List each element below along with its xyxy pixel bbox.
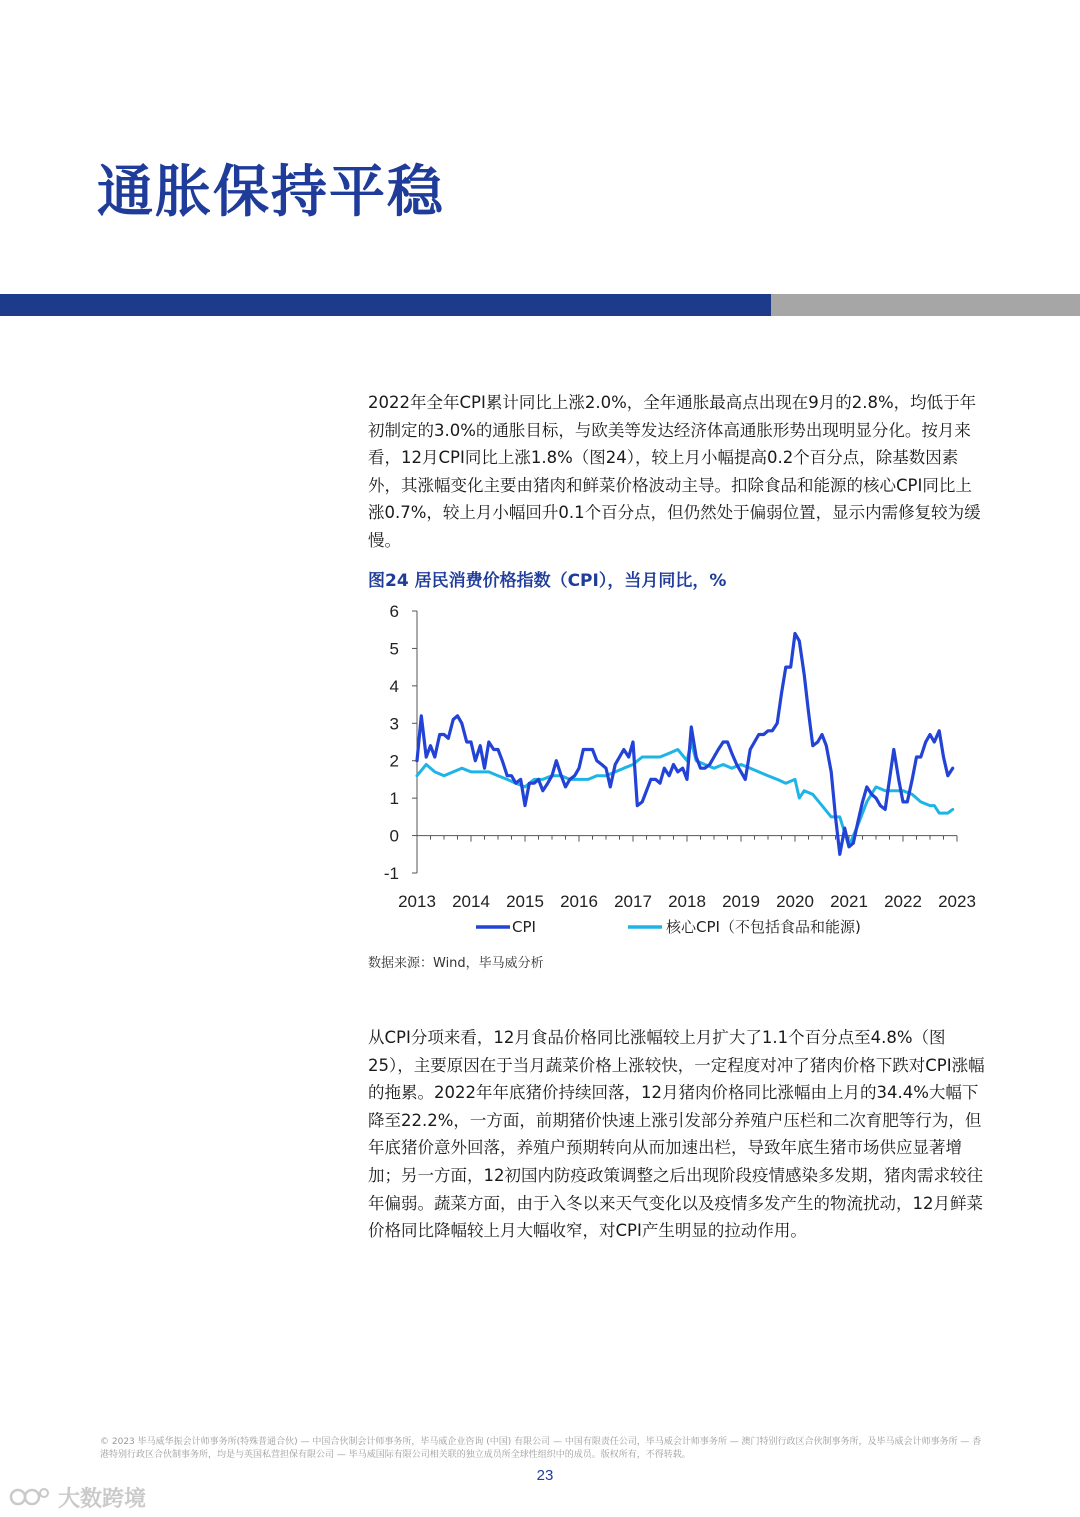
- footer-copyright: © 2023 毕马威华振会计师事务所(特殊普通合伙) — 中国合伙制会计师事务所，毕马威企业咨询 (中国) 有限公司 — 中国有限责任公司，毕马威会计师事务所 — 澳门特别行政区合伙制事务所，及毕马威会计师事务所 — 香港特别行政区合伙制事务所，均是与英国私营担保有限公司 — 毕马威国际有限公司相关联的独立成员所全球性组织中的成员。版权所有，不得转载。: [100, 1437, 982, 1460]
- cpi-line-chart: [360, 595, 1000, 945]
- x-tick-label: 2017: [614, 892, 652, 911]
- figure-title: 图24 居民消费价格指数（CPI），当月同比，%: [368, 571, 727, 591]
- x-tick-label: 2022: [884, 892, 922, 911]
- x-tick-label: 2019: [722, 892, 760, 911]
- page-title: 通胀保持平稳: [97, 160, 445, 225]
- y-tick-label: 1: [389, 789, 399, 809]
- y-tick-label: -1: [383, 864, 399, 883]
- chart-legend: [476, 918, 861, 936]
- legend-item-core-cpi-label: 核心CPI（不包括食品和能源): [666, 918, 861, 936]
- header-band-gray: [771, 294, 1080, 316]
- x-tick-label: 2021: [830, 892, 868, 911]
- x-tick-label: 2015: [506, 892, 544, 911]
- x-tick-label: 2023: [938, 892, 976, 911]
- x-tick-label: 2013: [398, 892, 436, 911]
- x-tick-label: 2016: [560, 892, 598, 911]
- series-lines: [417, 634, 953, 855]
- x-axis: [398, 836, 976, 911]
- y-tick-label: 6: [389, 602, 399, 621]
- page-number: 23: [536, 1467, 554, 1484]
- legend-item-cpi-label: CPI: [512, 918, 536, 936]
- watermark-text: 大数跨境: [58, 1486, 147, 1512]
- y-tick-label: 4: [389, 676, 399, 696]
- header-band-blue: [0, 294, 771, 316]
- y-tick-label: 3: [389, 714, 399, 734]
- series-line-cpi: [417, 634, 953, 855]
- x-tick-label: 2014: [452, 892, 490, 911]
- x-tick-label: 2020: [776, 892, 814, 911]
- y-tick-label: 2: [389, 751, 399, 771]
- y-tick-label: 0: [389, 826, 399, 846]
- y-tick-label: 5: [389, 639, 399, 659]
- body-paragraph-1: 2022年全年CPI累计同比上涨2.0%，全年通胀最高点出现在9月的2.8%，均低于年初制定的3.0%的通胀目标，与欧美等发达经济体高通胀形势出现明显分化。按月来看，12月CPI同比上涨1.8%（图24），较上月小幅提高0.2个百分点，除基数因素外，其涨幅变化主要由猪肉和鲜菜价格波动主导。扣除食品和能源的核心CPI同比上涨0.7%，较上月小幅回升0.1个百分点，但仍然处于偏弱位置，显示内需修复较为缓慢。: [368, 393, 981, 550]
- body-paragraph-2: 从CPI分项来看，12月食品价格同比涨幅较上月扩大了1.1个百分点至4.8%（图25），主要原因在于当月蔬菜价格上涨较快，一定程度对冲了猪肉价格下跌对CPI涨幅的拖累。2022年年底猪价持续回落，12月猪肉价格同比涨幅由上月的34.4%大幅下降至22.2%，一方面，前期猪价快速上涨引发部分养殖户压栏和二次育肥等行为，但年底猪价意外回落，养殖户预期转向从而加速出栏，导致年底生猪市场供应显著增加；另一方面，12初国内防疫政策调整之后出现阶段疫情感染多发期，猪肉需求较往年偏弱。蔬菜方面，由于入冬以来天气变化以及疫情多发产生的物流扰动，12月鲜菜价格同比降幅较上月大幅收窄，对CPI产生明显的拉动作用。: [368, 1028, 985, 1241]
- data-source-note: 数据来源：Wind，毕马威分析: [368, 956, 544, 971]
- y-axis: [384, 602, 417, 883]
- watermark-logo-icon: [8, 1483, 52, 1511]
- watermark: [8, 1480, 146, 1514]
- x-tick-label: 2018: [668, 892, 706, 911]
